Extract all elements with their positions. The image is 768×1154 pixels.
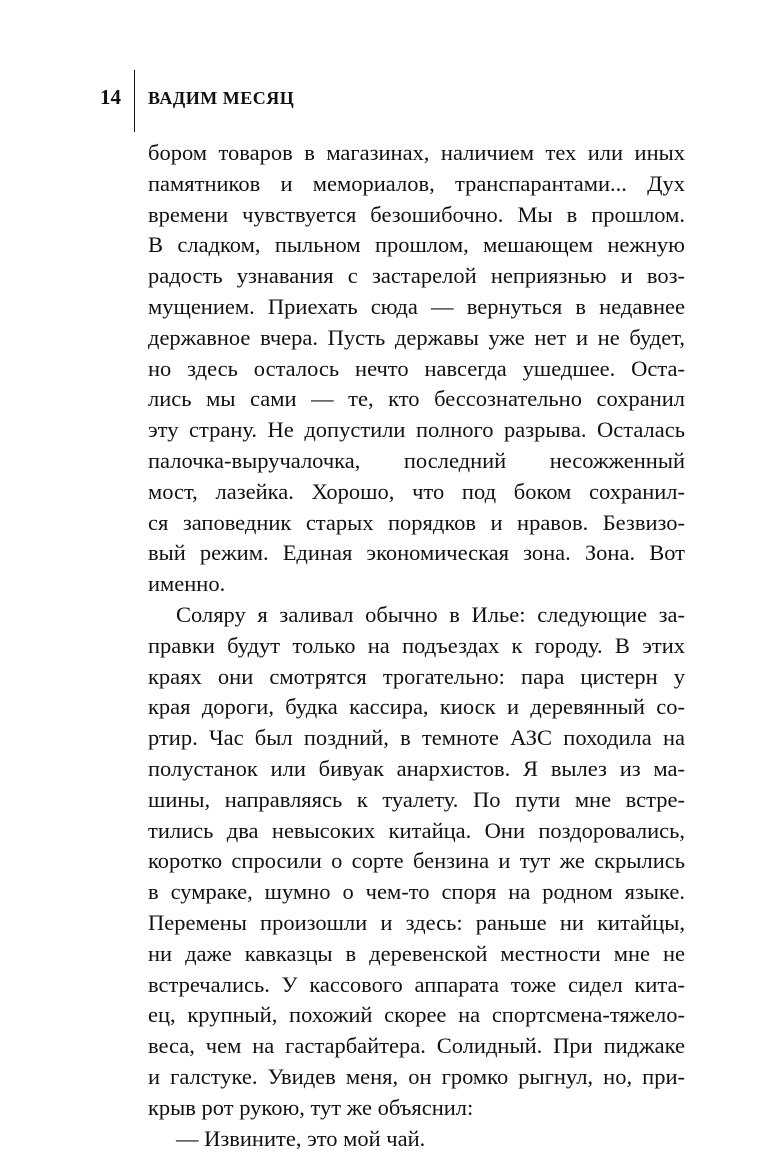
paragraph [148, 600, 685, 1124]
text-line: мущением. Приехать сюда — вернуться в недавнее [148, 292, 685, 323]
text-line: палочка-выручалочка, последний несожженный [148, 446, 685, 477]
text-line: краях они смотрятся трогательно: пара цистерн у [148, 662, 685, 693]
text-line: ртир. Час был поздний, в темноте АЗС походила на [148, 723, 685, 754]
text-line: бором товаров в магазинах, наличием тех или иных [148, 138, 685, 169]
text-line: радость узнавания с застарелой неприязнью и воз- [148, 261, 685, 292]
text-line: шины, направляясь к туалету. По пути мне встре- [148, 785, 685, 816]
page-number: 14 [100, 84, 121, 110]
text-line: ся заповедник старых порядков и нравов. Безвизо- [148, 508, 685, 539]
running-title: ВАДИМ МЕСЯЦ [148, 86, 294, 110]
text-line: ец, крупный, похожий скорее на спортсмена-тяжело- [148, 1000, 685, 1031]
text-line: правки будут только на подъездах к городу. В этих [148, 631, 685, 662]
text-line: в сумраке, шумно о чем-то споря на родном языке. [148, 877, 685, 908]
text-line: веса, чем на гастарбайтера. Солидный. При пиджаке [148, 1031, 685, 1062]
text-line: времени чувствуется безошибочно. Мы в прошлом. [148, 200, 685, 231]
text-line: и галстуке. Увидев меня, он громко рыгнул, но, при- [148, 1062, 685, 1093]
text-line: крыв рот рукою, тут же объяснил: [148, 1093, 685, 1124]
text-line: полустанок или бивуак анархистов. Я вылез из ма- [148, 754, 685, 785]
text-line: Соляру я заливал обычно в Илье: следующие за- [148, 600, 685, 631]
text-line: именно. [148, 569, 685, 600]
text-line: — Извините, это мой чай. [148, 1124, 685, 1154]
paragraph [148, 1124, 685, 1154]
body-text [148, 138, 685, 1154]
text-line: Перемены произошли и здесь: раньше ни китайцы, [148, 908, 685, 939]
text-line: коротко спросили о сорте бензина и тут же скрылись [148, 846, 685, 877]
text-line: тились два невысоких китайца. Они поздоровались, [148, 816, 685, 847]
text-line: эту страну. Не допустили полного разрыва. Осталась [148, 415, 685, 446]
text-line: но здесь осталось нечто навсегда ушедшее. Оста- [148, 354, 685, 385]
text-line: мост, лазейка. Хорошо, что под боком сохранил- [148, 477, 685, 508]
text-line: лись мы сами — те, кто бессознательно сохранил [148, 384, 685, 415]
text-line: края дороги, будка кассира, киоск и деревянный со- [148, 692, 685, 723]
text-line: ни даже кавказцы в деревенской местности мне не [148, 939, 685, 970]
text-line: встречались. У кассового аппарата тоже сидел кита- [148, 970, 685, 1001]
header-divider [134, 70, 135, 132]
text-line: вый режим. Единая экономическая зона. Зона. Вот [148, 538, 685, 569]
text-line: державное вчера. Пусть державы уже нет и не будет, [148, 323, 685, 354]
paragraph [148, 138, 685, 600]
text-line: В сладком, пыльном прошлом, мешающем нежную [148, 230, 685, 261]
text-line: памятников и мемориалов, транспарантами... Дух [148, 169, 685, 200]
